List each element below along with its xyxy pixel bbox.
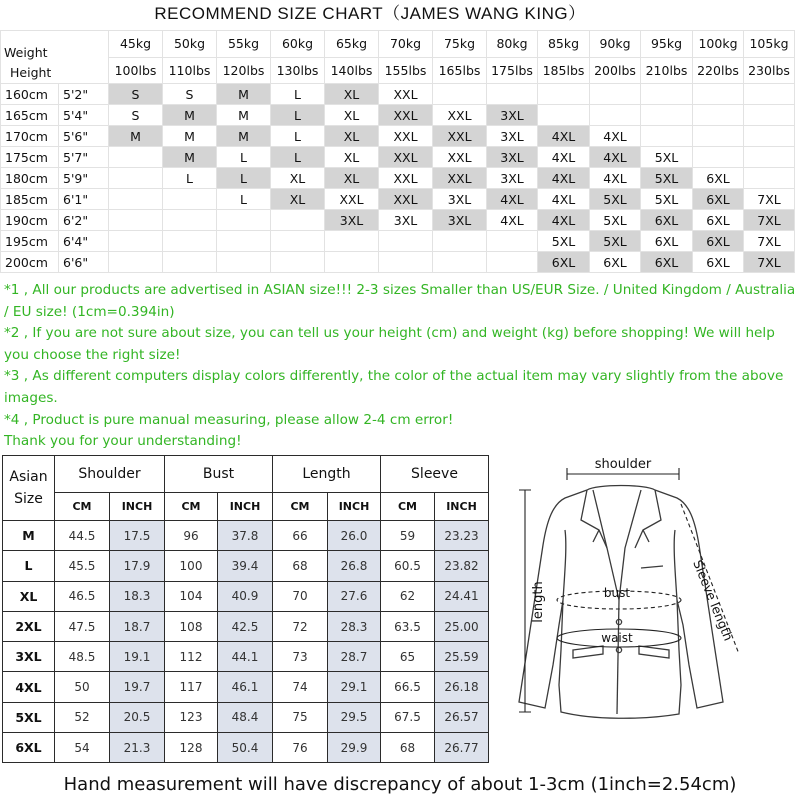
shoulder-cm-header: CM xyxy=(55,493,110,521)
measurement-cm-cell: 73 xyxy=(273,642,328,672)
size-cell: L xyxy=(271,147,325,168)
size-cell xyxy=(379,231,433,252)
weight-lbs-header: 165lbs xyxy=(433,57,487,84)
size-cell xyxy=(693,105,744,126)
size-cell: 4XL xyxy=(538,168,590,189)
size-cell xyxy=(163,189,217,210)
size-cell xyxy=(271,252,325,273)
bust-inch-header: INCH xyxy=(218,493,273,521)
size-cell: 5XL xyxy=(641,168,693,189)
weight-lbs-header: 230lbs xyxy=(744,57,795,84)
weight-kg-header: 105kg xyxy=(744,31,795,58)
size-cell: XL xyxy=(325,126,379,147)
height-ft-cell: 6'2" xyxy=(59,210,109,231)
size-cell: 4XL xyxy=(538,210,590,231)
note-1: *1 , All our products are advertised in ASIAN size!!! 2-3 sizes Smaller than US/EUR Size. / United Kingdom / Australia / EU size! (1cm=0.394in) xyxy=(4,282,796,320)
size-cell: 6XL xyxy=(538,252,590,273)
weight-kg-header: 70kg xyxy=(379,31,433,58)
measurement-cm-cell: 60.5 xyxy=(381,551,435,581)
size-cell: 3XL xyxy=(433,189,487,210)
measurement-inch-cell: 39.4 xyxy=(218,551,273,581)
size-cell xyxy=(163,231,217,252)
size-cell xyxy=(590,84,641,105)
measurement-cm-cell: 63.5 xyxy=(381,611,435,641)
jacket-outline-icon xyxy=(519,486,723,719)
size-cell: 6XL xyxy=(641,210,693,231)
size-cell: XXL xyxy=(325,189,379,210)
size-cell: XL xyxy=(325,105,379,126)
weight-kg-header: 80kg xyxy=(487,31,538,58)
sleeve-length-label: Sleeve length xyxy=(690,557,737,643)
measurement-inch-cell: 18.7 xyxy=(110,611,165,641)
size-chart-row xyxy=(1,210,795,231)
size-label-cell: L xyxy=(3,551,55,581)
size-cell xyxy=(109,252,163,273)
size-cell: 7XL xyxy=(744,231,795,252)
size-cell xyxy=(744,84,795,105)
measurement-cm-cell: 104 xyxy=(165,581,218,611)
measurement-row xyxy=(3,581,489,611)
measurement-inch-cell: 26.18 xyxy=(435,672,489,702)
measurement-row xyxy=(3,611,489,641)
measurement-cm-cell: 44.5 xyxy=(55,521,110,551)
length-header: Length xyxy=(273,456,381,493)
height-cm-cell: 175cm xyxy=(1,147,59,168)
size-cell: 3XL xyxy=(325,210,379,231)
measurement-cm-cell: 72 xyxy=(273,611,328,641)
measurement-inch-cell: 19.7 xyxy=(110,672,165,702)
measurement-row xyxy=(3,672,489,702)
height-ft-cell: 5'9" xyxy=(59,168,109,189)
measurement-inch-cell: 29.1 xyxy=(328,672,381,702)
size-chart-row xyxy=(1,84,795,105)
measurement-inch-cell: 17.9 xyxy=(110,551,165,581)
size-cell: XL xyxy=(325,147,379,168)
shoulder-header: Shoulder xyxy=(55,456,165,493)
size-chart-row xyxy=(1,168,795,189)
size-cell: XXL xyxy=(433,126,487,147)
height-ft-cell: 5'2" xyxy=(59,84,109,105)
weight-lbs-header: 110lbs xyxy=(163,57,217,84)
size-cell: M xyxy=(163,147,217,168)
weight-kg-header: 85kg xyxy=(538,31,590,58)
size-cell xyxy=(744,105,795,126)
weight-lbs-header: 100lbs xyxy=(109,57,163,84)
size-cell xyxy=(217,231,271,252)
size-cell xyxy=(271,210,325,231)
measurement-cm-cell: 66 xyxy=(273,521,328,551)
size-cell: 6XL xyxy=(590,252,641,273)
height-cm-cell: 160cm xyxy=(1,84,59,105)
size-cell xyxy=(109,147,163,168)
weight-kg-row xyxy=(1,31,795,58)
weight-lbs-row xyxy=(1,57,795,84)
measurement-cm-cell: 52 xyxy=(55,702,110,732)
size-cell xyxy=(109,168,163,189)
size-cell: M xyxy=(163,105,217,126)
measurement-inch-cell: 23.23 xyxy=(435,521,489,551)
size-cell xyxy=(693,126,744,147)
measurement-cm-cell: 67.5 xyxy=(381,702,435,732)
size-label-cell: XL xyxy=(3,581,55,611)
size-label-cell: 5XL xyxy=(3,702,55,732)
size-cell: 7XL xyxy=(744,189,795,210)
measurement-inch-cell: 28.7 xyxy=(328,642,381,672)
weight-kg-header: 45kg xyxy=(109,31,163,58)
size-cell: XL xyxy=(271,189,325,210)
size-cell: L xyxy=(217,168,271,189)
size-cell xyxy=(109,210,163,231)
size-cell: L xyxy=(271,105,325,126)
notes-section xyxy=(4,280,796,453)
measurement-inch-cell: 50.4 xyxy=(218,733,273,763)
height-ft-cell: 5'7" xyxy=(59,147,109,168)
size-cell xyxy=(744,147,795,168)
height-cm-cell: 185cm xyxy=(1,189,59,210)
size-cell: 4XL xyxy=(538,147,590,168)
size-cell: 3XL xyxy=(487,126,538,147)
size-cell: 4XL xyxy=(538,189,590,210)
measurement-inch-cell: 23.82 xyxy=(435,551,489,581)
measurement-cm-cell: 46.5 xyxy=(55,581,110,611)
size-cell: 5XL xyxy=(538,231,590,252)
size-cell: M xyxy=(217,105,271,126)
size-cell xyxy=(433,231,487,252)
height-ft-cell: 5'4" xyxy=(59,105,109,126)
size-cell: 6XL xyxy=(693,189,744,210)
measurement-table xyxy=(2,455,489,763)
measurement-cm-cell: 48.5 xyxy=(55,642,110,672)
measurement-inch-cell: 28.3 xyxy=(328,611,381,641)
size-cell xyxy=(590,105,641,126)
height-cm-cell: 170cm xyxy=(1,126,59,147)
size-cell: 3XL xyxy=(487,147,538,168)
measurement-cm-cell: 128 xyxy=(165,733,218,763)
size-cell: 6XL xyxy=(641,252,693,273)
size-label-cell: 2XL xyxy=(3,611,55,641)
shoulder-label: shoulder xyxy=(594,457,652,472)
size-chart-row xyxy=(1,105,795,126)
size-cell: 4XL xyxy=(487,210,538,231)
length-inch-header: INCH xyxy=(328,493,381,521)
weight-lbs-header: 210lbs xyxy=(641,57,693,84)
size-cell: S xyxy=(109,84,163,105)
measurement-inch-cell: 26.77 xyxy=(435,733,489,763)
size-cell: 6XL xyxy=(693,231,744,252)
measurement-inch-cell: 37.8 xyxy=(218,521,273,551)
measurement-row xyxy=(3,733,489,763)
corner-weight-label: Weight xyxy=(4,45,48,60)
measurement-cm-cell: 112 xyxy=(165,642,218,672)
size-cell: 6XL xyxy=(693,210,744,231)
height-cm-cell: 195cm xyxy=(1,231,59,252)
measurement-cm-cell: 108 xyxy=(165,611,218,641)
waist-label: waist xyxy=(601,631,633,645)
size-cell xyxy=(433,252,487,273)
measurement-cm-cell: 96 xyxy=(165,521,218,551)
measurement-cm-cell: 59 xyxy=(381,521,435,551)
height-ft-cell: 5'6" xyxy=(59,126,109,147)
weight-lbs-header: 200lbs xyxy=(590,57,641,84)
measurement-row xyxy=(3,642,489,672)
size-label-cell: M xyxy=(3,521,55,551)
measurement-inch-cell: 44.1 xyxy=(218,642,273,672)
weight-lbs-header: 175lbs xyxy=(487,57,538,84)
height-cm-cell: 200cm xyxy=(1,252,59,273)
height-ft-cell: 6'1" xyxy=(59,189,109,210)
size-cell: 6XL xyxy=(693,252,744,273)
size-chart-row xyxy=(1,147,795,168)
size-cell: XXL xyxy=(433,168,487,189)
weight-kg-header: 95kg xyxy=(641,31,693,58)
size-cell: M xyxy=(217,84,271,105)
size-cell xyxy=(325,231,379,252)
length-cm-header: CM xyxy=(273,493,328,521)
size-cell: 3XL xyxy=(487,168,538,189)
measurement-cm-cell: 66.5 xyxy=(381,672,435,702)
measurement-inch-cell: 26.8 xyxy=(328,551,381,581)
measurement-inch-cell: 25.59 xyxy=(435,642,489,672)
measurement-cm-cell: 45.5 xyxy=(55,551,110,581)
size-cell xyxy=(163,252,217,273)
size-label-cell: 6XL xyxy=(3,733,55,763)
size-cell: XL xyxy=(325,168,379,189)
size-cell xyxy=(744,168,795,189)
corner-height-label: Height xyxy=(10,65,52,80)
size-cell xyxy=(693,84,744,105)
size-cell: 5XL xyxy=(641,147,693,168)
height-cm-cell: 180cm xyxy=(1,168,59,189)
size-cell xyxy=(487,252,538,273)
size-cell: L xyxy=(163,168,217,189)
size-cell: 4XL xyxy=(487,189,538,210)
height-cm-cell: 165cm xyxy=(1,105,59,126)
size-label-cell: 3XL xyxy=(3,642,55,672)
size-cell xyxy=(487,84,538,105)
size-cell: XXL xyxy=(433,105,487,126)
measurement-cm-cell: 68 xyxy=(273,551,328,581)
measurement-inch-cell: 17.5 xyxy=(110,521,165,551)
measurement-inch-cell: 18.3 xyxy=(110,581,165,611)
size-cell: S xyxy=(109,105,163,126)
size-cell: XXL xyxy=(379,105,433,126)
size-cell: L xyxy=(217,189,271,210)
measurement-inch-cell: 29.9 xyxy=(328,733,381,763)
measurement-cm-cell: 100 xyxy=(165,551,218,581)
weight-kg-header: 100kg xyxy=(693,31,744,58)
size-cell: 3XL xyxy=(487,105,538,126)
measurement-inch-cell: 42.5 xyxy=(218,611,273,641)
size-cell: L xyxy=(217,147,271,168)
size-cell xyxy=(271,231,325,252)
size-cell: 4XL xyxy=(590,147,641,168)
bust-label: bust xyxy=(603,586,631,600)
weight-lbs-header: 220lbs xyxy=(693,57,744,84)
measurement-row xyxy=(3,521,489,551)
size-cell xyxy=(693,147,744,168)
weight-lbs-header: 155lbs xyxy=(379,57,433,84)
size-cell: 6XL xyxy=(641,231,693,252)
weight-kg-header: 75kg xyxy=(433,31,487,58)
size-cell: XL xyxy=(325,84,379,105)
size-cell: XXL xyxy=(379,147,433,168)
height-ft-cell: 6'6" xyxy=(59,252,109,273)
measurement-inch-cell: 20.5 xyxy=(110,702,165,732)
size-cell: XXL xyxy=(379,189,433,210)
measurement-inch-cell: 26.57 xyxy=(435,702,489,732)
weight-kg-header: 90kg xyxy=(590,31,641,58)
measurement-inch-cell: 29.5 xyxy=(328,702,381,732)
measurement-cm-cell: 75 xyxy=(273,702,328,732)
size-cell: L xyxy=(271,84,325,105)
shoulder-inch-header: INCH xyxy=(110,493,165,521)
size-chart-row xyxy=(1,189,795,210)
note-3: *3 , As different computers display colors differently, the color of the actual item may vary slightly from the above images. xyxy=(4,368,784,406)
size-cell: XXL xyxy=(379,126,433,147)
bust-header: Bust xyxy=(165,456,273,493)
weight-kg-header: 65kg xyxy=(325,31,379,58)
size-cell: 4XL xyxy=(590,126,641,147)
measurement-inch-cell: 19.1 xyxy=(110,642,165,672)
size-cell: M xyxy=(217,126,271,147)
size-cell: 4XL xyxy=(590,168,641,189)
size-cell: 4XL xyxy=(538,126,590,147)
height-cm-cell: 190cm xyxy=(1,210,59,231)
size-chart-row xyxy=(1,231,795,252)
measurement-inch-cell: 40.9 xyxy=(218,581,273,611)
size-cell: 5XL xyxy=(641,189,693,210)
measurement-inch-cell: 21.3 xyxy=(110,733,165,763)
measurement-inch-cell: 48.4 xyxy=(218,702,273,732)
size-label-cell: 4XL xyxy=(3,672,55,702)
size-cell xyxy=(744,126,795,147)
measurement-inch-cell: 27.6 xyxy=(328,581,381,611)
weight-lbs-header: 130lbs xyxy=(271,57,325,84)
page-title: RECOMMEND SIZE CHART（JAMES WANG KING） xyxy=(154,4,586,23)
size-cell xyxy=(538,105,590,126)
size-cell xyxy=(487,231,538,252)
size-cell: L xyxy=(271,126,325,147)
size-cell xyxy=(641,84,693,105)
size-cell: 7XL xyxy=(744,210,795,231)
size-cell xyxy=(217,252,271,273)
measurement-inch-cell: 24.41 xyxy=(435,581,489,611)
weight-height-corner xyxy=(1,31,109,84)
size-cell: 5XL xyxy=(590,210,641,231)
jacket-diagram xyxy=(503,450,743,750)
measurement-cm-cell: 74 xyxy=(273,672,328,702)
measurement-cm-cell: 50 xyxy=(55,672,110,702)
sleeve-inch-header: INCH xyxy=(435,493,489,521)
length-label: length xyxy=(531,581,546,623)
asian-size-header xyxy=(3,456,55,521)
size-cell: 5XL xyxy=(590,231,641,252)
footer-note: Hand measurement will have discrepancy of about 1-3cm (1inch=2.54cm) xyxy=(63,774,737,795)
weight-kg-header: 60kg xyxy=(271,31,325,58)
measurement-cm-cell: 47.5 xyxy=(55,611,110,641)
asian-size-label-line1: Asian xyxy=(9,469,48,485)
measurement-cm-cell: 76 xyxy=(273,733,328,763)
size-cell: XXL xyxy=(379,84,433,105)
note-4: *4 , Product is pure manual measuring, please allow 2-4 cm error! xyxy=(4,411,454,428)
size-chart-row xyxy=(1,126,795,147)
note-2: *2 , If you are not sure about size, you can tell us your height (cm) and weight (kg) before shopping! We will help you choose the right size! xyxy=(4,325,775,363)
measurement-inch-cell: 46.1 xyxy=(218,672,273,702)
size-cell xyxy=(641,105,693,126)
measurement-cm-cell: 117 xyxy=(165,672,218,702)
measurement-row xyxy=(3,702,489,732)
size-cell: XXL xyxy=(379,168,433,189)
sleeve-header: Sleeve xyxy=(381,456,489,493)
measurement-cm-cell: 70 xyxy=(273,581,328,611)
weight-lbs-header: 185lbs xyxy=(538,57,590,84)
measurement-cm-cell: 123 xyxy=(165,702,218,732)
size-cell: 3XL xyxy=(379,210,433,231)
size-chart-row xyxy=(1,252,795,273)
size-cell xyxy=(325,252,379,273)
measurement-cm-cell: 68 xyxy=(381,733,435,763)
measurement-cm-cell: 62 xyxy=(381,581,435,611)
measurement-inch-cell: 25.00 xyxy=(435,611,489,641)
size-cell xyxy=(641,126,693,147)
size-cell xyxy=(109,231,163,252)
weight-kg-header: 50kg xyxy=(163,31,217,58)
thank-you-note: Thank you for your understanding! xyxy=(4,433,242,450)
measurement-cm-cell: 54 xyxy=(55,733,110,763)
size-cell xyxy=(163,210,217,231)
size-cell xyxy=(109,189,163,210)
size-cell: 6XL xyxy=(693,168,744,189)
size-cell xyxy=(379,252,433,273)
measurement-row xyxy=(3,551,489,581)
weight-lbs-header: 120lbs xyxy=(217,57,271,84)
sleeve-cm-header: CM xyxy=(381,493,435,521)
weight-kg-header: 55kg xyxy=(217,31,271,58)
size-cell: M xyxy=(163,126,217,147)
size-cell xyxy=(433,84,487,105)
size-cell: 5XL xyxy=(590,189,641,210)
asian-size-label-line2: Size xyxy=(14,491,43,507)
size-cell: XXL xyxy=(433,147,487,168)
size-cell xyxy=(538,84,590,105)
size-cell xyxy=(217,210,271,231)
size-cell: 7XL xyxy=(744,252,795,273)
height-ft-cell: 6'4" xyxy=(59,231,109,252)
size-cell: 3XL xyxy=(433,210,487,231)
measurement-inch-cell: 26.0 xyxy=(328,521,381,551)
weight-lbs-header: 140lbs xyxy=(325,57,379,84)
size-cell: XL xyxy=(271,168,325,189)
size-chart-table xyxy=(0,30,795,273)
size-cell: S xyxy=(163,84,217,105)
measurement-cm-cell: 65 xyxy=(381,642,435,672)
size-cell: M xyxy=(109,126,163,147)
bust-cm-header: CM xyxy=(165,493,218,521)
